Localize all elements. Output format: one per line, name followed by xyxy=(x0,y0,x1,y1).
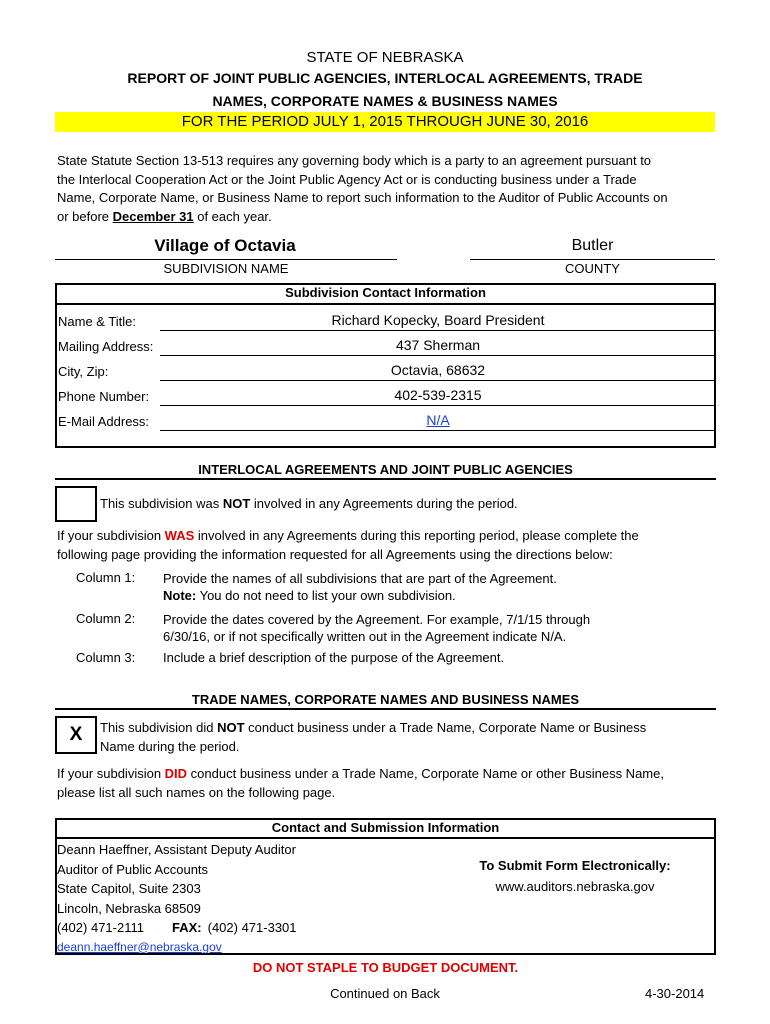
statute-line: Name, Corporate Name, or Business Name to report such information to the Auditor of Public Accounts on xyxy=(57,190,668,205)
auditor-phone-fax: (402) 471-2111 FAX: (402) 471-3301 xyxy=(57,920,297,935)
mailing-address-field[interactable]: 437 Sherman xyxy=(395,337,481,353)
field-label: City, Zip: xyxy=(58,364,109,379)
trade-statement: This subdivision did NOT conduct business under a Trade Name, Corporate Name or Business Name during the period. xyxy=(100,720,647,754)
county-underline xyxy=(470,259,715,260)
column-3-directions: Include a brief description of the purpose of the Agreement. xyxy=(163,650,505,665)
continued-on-back: Continued on Back xyxy=(330,986,440,1001)
reporting-period-banner: FOR THE PERIOD JULY 1, 2015 THROUGH JUNE 30, 2016 xyxy=(55,112,715,132)
trade-names-heading: TRADE NAMES, CORPORATE NAMES AND BUSINESS NAMES xyxy=(191,692,580,707)
field-label: Phone Number: xyxy=(58,389,150,404)
column-1-label: Column 1: xyxy=(76,570,136,585)
field-label: Mailing Address: xyxy=(58,339,154,354)
column-1-directions: Provide the names of all subdivisions that are part of the Agreement. Note: You do not need to list your own subdivision. xyxy=(163,571,557,603)
deadline-date: December 31 xyxy=(112,208,194,224)
electronic-submission-label: To Submit Form Electronically: xyxy=(479,858,671,873)
no-staple-warning: DO NOT STAPLE TO BUDGET DOCUMENT. xyxy=(252,960,519,975)
field-underline xyxy=(160,405,716,406)
auditor-office: Auditor of Public Accounts xyxy=(57,861,209,877)
email-address-field[interactable]: N/A xyxy=(426,412,450,428)
interlocal-heading-rule xyxy=(55,478,716,480)
auditor-website-link[interactable]: www.auditors.nebraska.gov xyxy=(495,879,655,894)
submission-header-divider xyxy=(55,837,716,839)
county-value[interactable]: Butler xyxy=(571,237,614,254)
subdivision-name-underline xyxy=(55,259,397,260)
auditor-contact-block xyxy=(57,840,297,957)
report-title-line2: NAMES, CORPORATE NAMES & BUSINESS NAMES xyxy=(212,93,558,109)
field-label: E-Mail Address: xyxy=(58,414,150,429)
auditor-address-line2: Lincoln, Nebraska 68509 xyxy=(57,900,201,916)
form-revision-date: 4-30-2014 xyxy=(645,986,705,1001)
interlocal-not-involved-checkbox[interactable] xyxy=(55,486,97,522)
interlocal-instructions: If your subdivision WAS involved in any Agreements during this reporting period, please complete the following page providing the information requested for all Agreements using the directions below: xyxy=(57,528,639,562)
statute-paragraph xyxy=(57,152,727,226)
phone-number-field[interactable]: 402-539-2315 xyxy=(394,387,482,403)
statute-line: or before December 31 of each year. xyxy=(57,208,272,224)
subdivision-name-label: SUBDIVISION NAME xyxy=(163,261,289,276)
auditor-address-line1: State Capitol, Suite 2303 xyxy=(57,881,201,896)
trade-heading-rule xyxy=(55,708,716,710)
field-underline xyxy=(160,355,716,356)
city-zip-field[interactable]: Octavia, 68632 xyxy=(390,362,486,378)
statute-line: the Interlocal Cooperation Act or the Joint Public Agency Act or is conducting business under a Trade xyxy=(57,171,637,187)
column-2-label: Column 2: xyxy=(76,611,136,626)
field-underline xyxy=(160,330,716,331)
submission-heading: Contact and Submission Information xyxy=(271,820,500,835)
column-3-label: Column 3: xyxy=(76,650,136,665)
column-2-directions: Provide the dates covered by the Agreement. For example, 7/1/15 through 6/30/16, or if not specifically written out in the Agreement indicate N/A. xyxy=(163,612,591,644)
interlocal-statement: This subdivision was NOT involved in any Agreements during the period. xyxy=(100,496,518,511)
report-title-line1: REPORT OF JOINT PUBLIC AGENCIES, INTERLOCAL AGREEMENTS, TRADE xyxy=(127,70,643,86)
statute-line: State Statute Section 13-513 requires any governing body which is a party to an agreement pursuant to xyxy=(57,153,652,168)
county-label: COUNTY xyxy=(565,261,620,276)
subdivision-name-value[interactable]: Village of Octavia xyxy=(154,236,296,255)
contact-header-divider xyxy=(55,303,716,305)
field-underline xyxy=(160,430,716,431)
field-label: Name & Title: xyxy=(58,314,137,329)
name-title-field[interactable]: Richard Kopecky, Board President xyxy=(331,312,545,328)
auditor-person: Deann Haeffner, Assistant Deputy Auditor xyxy=(57,842,296,857)
field-underline xyxy=(160,380,716,381)
trade-names-not-used-checkbox[interactable]: X xyxy=(55,716,97,754)
state-heading: STATE OF NEBRASKA xyxy=(306,49,464,66)
trade-instructions: If your subdivision DID conduct business under a Trade Name, Corporate Name or other Business Name, please list all such names on the following page. xyxy=(57,766,664,800)
interlocal-heading: INTERLOCAL AGREEMENTS AND JOINT PUBLIC AGENCIES xyxy=(198,462,573,477)
contact-info-heading: Subdivision Contact Information xyxy=(285,285,486,300)
auditor-email-link[interactable]: deann.haeffner@nebraska.gov xyxy=(57,939,222,954)
